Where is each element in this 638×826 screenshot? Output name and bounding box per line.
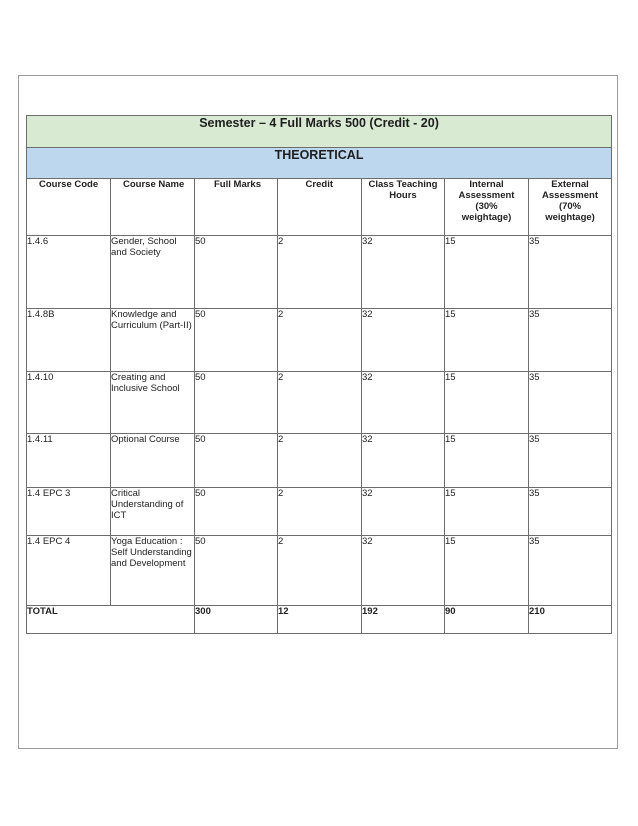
- external-cell: 35: [529, 372, 612, 434]
- external-cell: 35: [529, 309, 612, 372]
- full-marks-cell: 50: [195, 309, 278, 372]
- external-cell: 35: [529, 488, 612, 536]
- total-full-marks: 300: [195, 606, 278, 634]
- total-internal: 90: [445, 606, 529, 634]
- internal-cell: 15: [445, 536, 529, 606]
- credit-cell: 2: [278, 434, 362, 488]
- hours-cell: 32: [362, 434, 445, 488]
- table-row: [27, 434, 612, 488]
- external-cell: 35: [529, 536, 612, 606]
- internal-cell: 15: [445, 488, 529, 536]
- internal-cell: 15: [445, 236, 529, 309]
- internal-cell: 15: [445, 372, 529, 434]
- course-code-cell: 1.4.10: [27, 372, 111, 434]
- full-marks-cell: 50: [195, 236, 278, 309]
- full-marks-cell: 50: [195, 434, 278, 488]
- hours-cell: 32: [362, 309, 445, 372]
- course-marks-table: [26, 115, 612, 634]
- full-marks-cell: 50: [195, 488, 278, 536]
- semester-header-row: [27, 116, 612, 148]
- table-row: [27, 488, 612, 536]
- semester-title: Semester – 4 Full Marks 500 (Credit - 20): [27, 116, 612, 148]
- internal-cell: 15: [445, 309, 529, 372]
- total-label: TOTAL: [27, 606, 195, 634]
- course-name-cell: Creating and Inclusive School: [111, 372, 195, 434]
- course-name-cell: Knowledge and Curriculum (Part-II): [111, 309, 195, 372]
- hours-cell: 32: [362, 236, 445, 309]
- total-row: [27, 606, 612, 634]
- course-name-cell: Yoga Education : Self Understanding and Development: [111, 536, 195, 606]
- total-credit: 12: [278, 606, 362, 634]
- credit-cell: 2: [278, 309, 362, 372]
- header-class-teaching-hours: Class Teaching Hours: [362, 179, 445, 236]
- credit-cell: 2: [278, 488, 362, 536]
- total-external: 210: [529, 606, 612, 634]
- table-row: [27, 236, 612, 309]
- header-course-name: Course Name: [111, 179, 195, 236]
- hours-cell: 32: [362, 488, 445, 536]
- full-marks-cell: 50: [195, 372, 278, 434]
- course-name-cell: Gender, School and Society: [111, 236, 195, 309]
- hours-cell: 32: [362, 536, 445, 606]
- credit-cell: 2: [278, 536, 362, 606]
- course-name-cell: Optional Course: [111, 434, 195, 488]
- external-cell: 35: [529, 236, 612, 309]
- header-full-marks: Full Marks: [195, 179, 278, 236]
- internal-cell: 15: [445, 434, 529, 488]
- table-row: [27, 372, 612, 434]
- table-row: [27, 536, 612, 606]
- course-code-cell: 1.4.11: [27, 434, 111, 488]
- full-marks-cell: 50: [195, 536, 278, 606]
- course-code-cell: 1.4 EPC 3: [27, 488, 111, 536]
- header-course-code: Course Code: [27, 179, 111, 236]
- header-external-assessment: External Assessment (70% weightage): [529, 179, 612, 236]
- hours-cell: 32: [362, 372, 445, 434]
- course-code-cell: 1.4.8B: [27, 309, 111, 372]
- table-row: [27, 309, 612, 372]
- course-code-cell: 1.4 EPC 4: [27, 536, 111, 606]
- external-cell: 35: [529, 434, 612, 488]
- course-code-cell: 1.4.6: [27, 236, 111, 309]
- header-credit: Credit: [278, 179, 362, 236]
- theoretical-header-row: [27, 148, 612, 179]
- column-header-row: [27, 179, 612, 236]
- credit-cell: 2: [278, 372, 362, 434]
- credit-cell: 2: [278, 236, 362, 309]
- header-internal-assessment: Internal Assessment (30% weightage): [445, 179, 529, 236]
- section-title: THEORETICAL: [27, 148, 612, 179]
- total-hours: 192: [362, 606, 445, 634]
- course-name-cell: Critical Understanding of ICT: [111, 488, 195, 536]
